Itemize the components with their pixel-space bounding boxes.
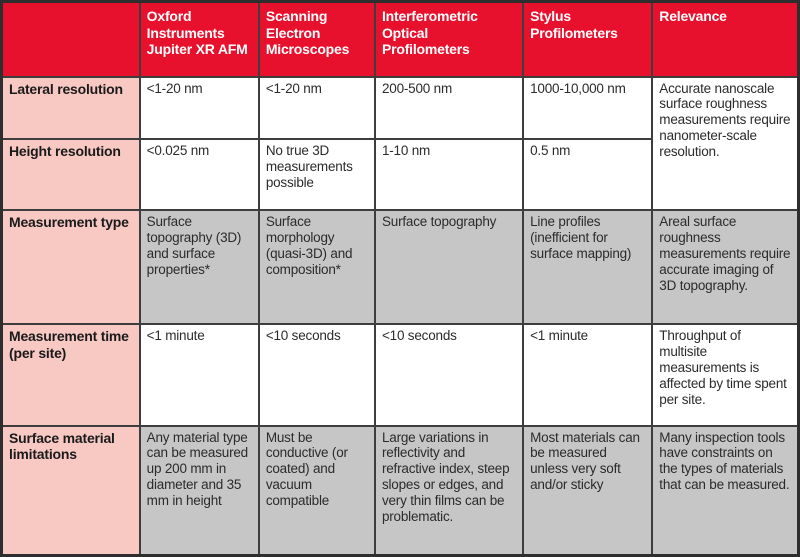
cell-type-sem: Surface morphology (quasi-3D) and composition* xyxy=(259,210,375,324)
cell-time-interferometric: <10 seconds xyxy=(375,324,523,425)
cell-time-afm: <1 minute xyxy=(140,324,259,425)
col-header-stylus: Stylus Profilometers xyxy=(523,2,652,77)
cell-height-stylus: 0.5 nm xyxy=(523,139,652,210)
col-header-afm: Oxford Instruments Jupiter XR AFM xyxy=(140,2,259,77)
row-surface-material xyxy=(2,426,799,556)
row-header-lateral-resolution: Lateral resolution xyxy=(2,77,140,140)
cell-lateral-stylus: 1000-10,000 nm xyxy=(523,77,652,140)
row-header-surface-material: Surface material limitations xyxy=(2,426,140,556)
row-header-height-resolution: Height resolution xyxy=(2,139,140,210)
cell-type-interferometric: Surface topography xyxy=(375,210,523,324)
cell-material-stylus: Most materials can be measured unless very soft and/or sticky xyxy=(523,426,652,556)
cell-lateral-interferometric: 200-500 nm xyxy=(375,77,523,140)
cell-lateral-afm: <1-20 nm xyxy=(140,77,259,140)
cell-height-interferometric: 1-10 nm xyxy=(375,139,523,210)
cell-height-afm: <0.025 nm xyxy=(140,139,259,210)
cell-height-sem: No true 3D measurements possible xyxy=(259,139,375,210)
row-lateral-resolution xyxy=(2,77,799,140)
cell-resolution-relevance: Accurate nanoscale surface roughness measurements require nanometer-scale resolution. xyxy=(652,77,798,211)
row-measurement-time xyxy=(2,324,799,425)
cell-lateral-sem: <1-20 nm xyxy=(259,77,375,140)
col-header-relevance: Relevance xyxy=(652,2,798,77)
cell-time-stylus: <1 minute xyxy=(523,324,652,425)
header-row xyxy=(2,2,799,77)
cell-type-relevance: Areal surface roughness measurements require accurate imaging of 3D topography. xyxy=(652,210,798,324)
row-measurement-type xyxy=(2,210,799,324)
col-header-sem: Scanning Electron Microscopes xyxy=(259,2,375,77)
cell-material-sem: Must be conductive (or coated) and vacuum compatible xyxy=(259,426,375,556)
cell-type-afm: Surface topography (3D) and surface properties* xyxy=(140,210,259,324)
corner-cell xyxy=(2,2,140,77)
row-header-measurement-time: Measurement time (per site) xyxy=(2,324,140,425)
cell-time-sem: <10 seconds xyxy=(259,324,375,425)
cell-type-stylus: Line profiles (inefficient for surface mapping) xyxy=(523,210,652,324)
cell-material-interferometric: Large variations in reflectivity and refractive index, steep slopes or edges, and very thin films can be problematic. xyxy=(375,426,523,556)
cell-material-relevance: Many inspection tools have constraints on the types of materials that can be measured. xyxy=(652,426,798,556)
row-header-measurement-type: Measurement type xyxy=(2,210,140,324)
cell-material-afm: Any material type can be measured up 200 mm in diameter and 35 mm in height xyxy=(140,426,259,556)
cell-time-relevance: Throughput of multisite measurements is affected by time spent per site. xyxy=(652,324,798,425)
col-header-interferometric: Interferometric Optical Profilometers xyxy=(375,2,523,77)
